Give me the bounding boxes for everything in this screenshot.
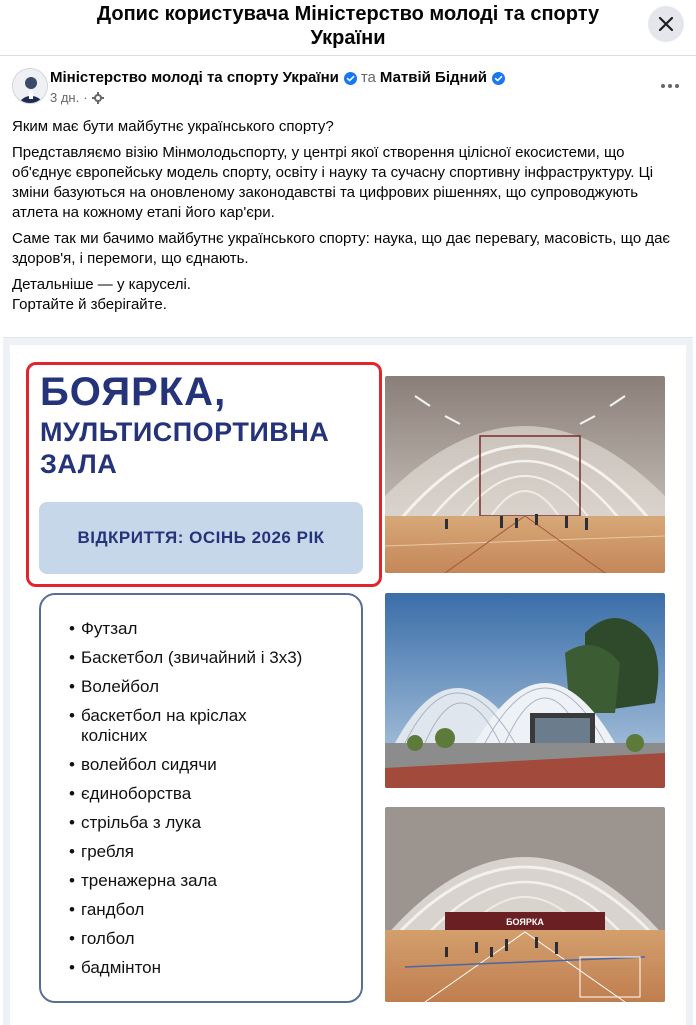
post-image[interactable]: [3, 337, 693, 1025]
sports-list: [69, 619, 302, 987]
headline-hall: ЗАЛА: [40, 449, 118, 479]
dialog-header: [0, 0, 696, 56]
interior-render-photo: [385, 376, 665, 573]
more-options-button[interactable]: [658, 74, 682, 98]
close-icon: [658, 16, 674, 32]
exterior-render-photo: [385, 593, 665, 788]
post-paragraph: Представляємо візію Мінмолодьспорту, у центрі якої створення цілісної екосистеми, що об'єднує європейську модель спорту, освіту і науку та сучасну спортивну інфраструктуру. Ці зміни базуються на оновленому законодавстві та цифрових рішеннях, що супроводжують атлета на кожному етапі його кар'єри.: [12, 144, 654, 221]
sport-item: • гандбол: [69, 900, 302, 920]
post-paragraph: Гортайте й зберігайте.: [12, 296, 167, 313]
verified-badge-icon: [492, 72, 505, 85]
author-conjunction: та: [360, 69, 376, 86]
post-author-line: [50, 69, 509, 87]
meta-separator: ·: [83, 90, 88, 105]
opening-date-box: [39, 502, 363, 574]
audience-settings-icon[interactable]: [92, 92, 104, 104]
carousel-slide: [10, 345, 686, 1025]
author-primary-link[interactable]: Міністерство молоді та спорту України: [50, 69, 339, 86]
sport-item: • Волейбол: [69, 677, 302, 697]
headline-city: БОЯРКА,: [40, 370, 227, 414]
post-paragraph: Детальніше — у каруселі.: [12, 276, 191, 293]
sport-item: • бадмінтон: [69, 958, 302, 978]
author-avatar[interactable]: [12, 68, 48, 104]
sport-item: • тренажерна зала: [69, 871, 302, 891]
sport-item: • баскетбол на кріслах колісних: [69, 706, 279, 746]
opening-date-text: ВІДКРИТТЯ: ОСІНЬ 2026 РІК: [77, 528, 325, 547]
post-timestamp[interactable]: 3 дн.: [50, 90, 80, 105]
dialog-title: Допис користувача Міністерство молоді та спорту України: [96, 3, 600, 49]
verified-badge-icon: [344, 72, 357, 85]
sport-item: • стрільба з лука: [69, 813, 302, 833]
more-options-icon: [660, 83, 680, 89]
sport-item: • Баскетбол (звичайний і 3х3): [69, 648, 302, 668]
post-paragraph: Яким має бути майбутнє українського спорту?: [12, 118, 334, 135]
headline-type: МУЛЬТИСПОРТИВНА: [40, 417, 330, 447]
post-paragraph: Саме так ми бачимо майбутнє українського спорту: наука, що дає перевагу, масовість, що дає здоров'я, і перемоги, що єднають.: [12, 230, 671, 267]
slide-headline: [40, 370, 380, 480]
sport-item: • гребля: [69, 842, 302, 862]
post-body: [12, 117, 688, 321]
close-button[interactable]: [648, 6, 684, 42]
sports-list-box: [39, 593, 363, 1003]
hall-banner-text: БОЯРКА: [506, 917, 544, 927]
sport-item: • Футзал: [69, 619, 302, 639]
court-render-photo: [385, 807, 665, 1002]
sport-item: • голбол: [69, 929, 302, 949]
sport-item: • єдиноборства: [69, 784, 302, 804]
post-meta: [50, 90, 104, 105]
author-secondary-link[interactable]: Матвій Бідний: [379, 69, 488, 86]
sport-item: • волейбол сидячи: [69, 755, 302, 775]
